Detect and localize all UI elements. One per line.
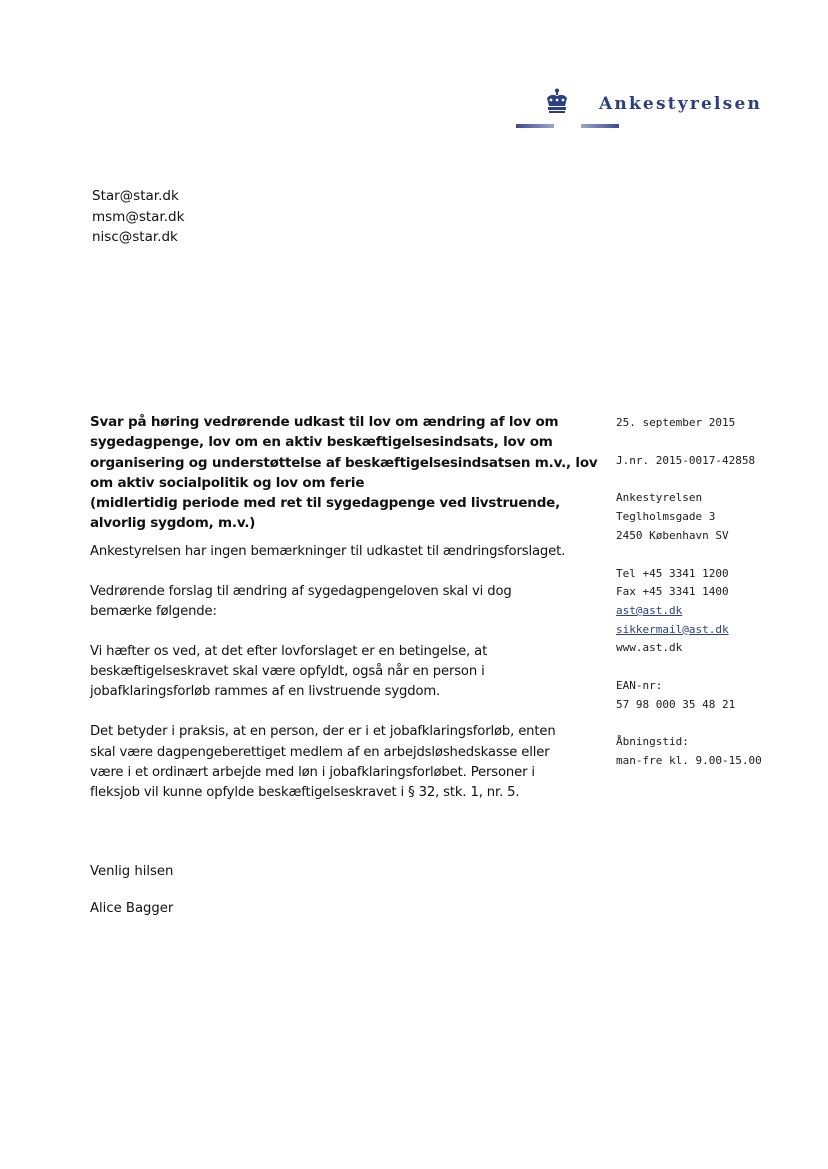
sender-sidebar xyxy=(616,414,816,771)
body-line: jobafklaringsforløb rammes af en livstruende sygdom. xyxy=(90,684,441,700)
ankestyrelsen-logo xyxy=(515,88,785,138)
letter-closing xyxy=(90,862,173,919)
crown-icon xyxy=(545,88,569,116)
body-paragraph xyxy=(90,642,600,703)
letter-body xyxy=(90,542,600,823)
ean-label: EAN-nr: xyxy=(616,679,663,693)
address-line: Ankestyrelsen xyxy=(616,491,703,505)
body-line: Ankestyrelsen har ingen bemærkninger til udkastet til ændringsforslaget. xyxy=(90,544,566,559)
subject-line: alvorlig sygdom, m.v.) xyxy=(90,515,256,532)
body-line: skal være dagpengeberettiget medlem af en arbejdsløshedskasse eller xyxy=(90,744,550,760)
letter-subject xyxy=(90,412,600,534)
letter-date: 25. september 2015 xyxy=(616,416,736,429)
ean-value: 57 98 000 35 48 21 xyxy=(616,697,736,711)
body-paragraph xyxy=(90,542,600,562)
subject-line: (midlertidig periode med ret til sygedagpenge ved livstruende, xyxy=(90,495,561,512)
body-line: beskæftigelseskravet skal være opfyldt, også når en person i xyxy=(90,664,485,680)
recipients xyxy=(92,186,184,248)
recipient-email: msm@star.dk xyxy=(92,208,185,225)
opening-hours-label: Åbningstid: xyxy=(616,735,689,749)
signature-name: Alice Bagger xyxy=(90,901,174,916)
email-link[interactable]: ast@ast.dk xyxy=(616,603,683,617)
body-line: være i et ordinært arbejde med løn i jobafklaringsforløbet. Personer i xyxy=(90,764,535,780)
address-line: Teglholmsgade 3 xyxy=(616,510,716,524)
opening-hours-value: man-fre kl. 9.00-15.00 xyxy=(616,754,762,768)
body-paragraph xyxy=(90,722,600,803)
closing-greeting: Venlig hilsen xyxy=(90,864,174,879)
brand-name: Ankestyrelsen xyxy=(599,94,763,114)
phone-number: Tel +45 3341 1200 xyxy=(616,566,729,580)
subject-line: om aktiv socialpolitik og lov om ferie xyxy=(90,474,365,491)
body-line: Vedrørende forslag til ændring af sygedagpengeloven skal vi dog xyxy=(90,583,512,599)
recipient-email: nisc@star.dk xyxy=(92,229,178,245)
body-line: bemærke følgende: xyxy=(90,604,217,620)
subject-line: Svar på høring vedrørende udkast til lov om ændring af lov om xyxy=(90,414,559,430)
body-line: Vi hæfter os ved, at det efter lovforslaget er en betingelse, at xyxy=(90,643,488,659)
address-line: 2450 København SV xyxy=(616,528,729,542)
body-paragraph xyxy=(90,582,600,623)
body-line: Det betyder i praksis, at en person, der er i et jobafklaringsforløb, enten xyxy=(90,724,556,740)
body-line: fleksjob vil kunne opfylde beskæftigelseskravet i § 32, stk. 1, nr. 5. xyxy=(90,785,520,801)
secure-email-link[interactable]: sikkermail@ast.dk xyxy=(616,622,729,636)
subject-line: sygedagpenge, lov om en aktiv beskæftigelsesindsats, lov om xyxy=(90,434,553,451)
logo-bar-left xyxy=(516,124,554,128)
website-link[interactable]: www.ast.dk xyxy=(616,641,683,655)
recipient-email: Star@star.dk xyxy=(92,188,179,204)
fax-number: Fax +45 3341 1400 xyxy=(616,585,729,599)
journal-number: J.nr. 2015-0017-42858 xyxy=(616,453,756,467)
subject-line: organisering og understøttelse af beskæftigelsesindsatsen m.v., lov xyxy=(90,454,598,471)
logo-bar-right xyxy=(581,124,619,128)
